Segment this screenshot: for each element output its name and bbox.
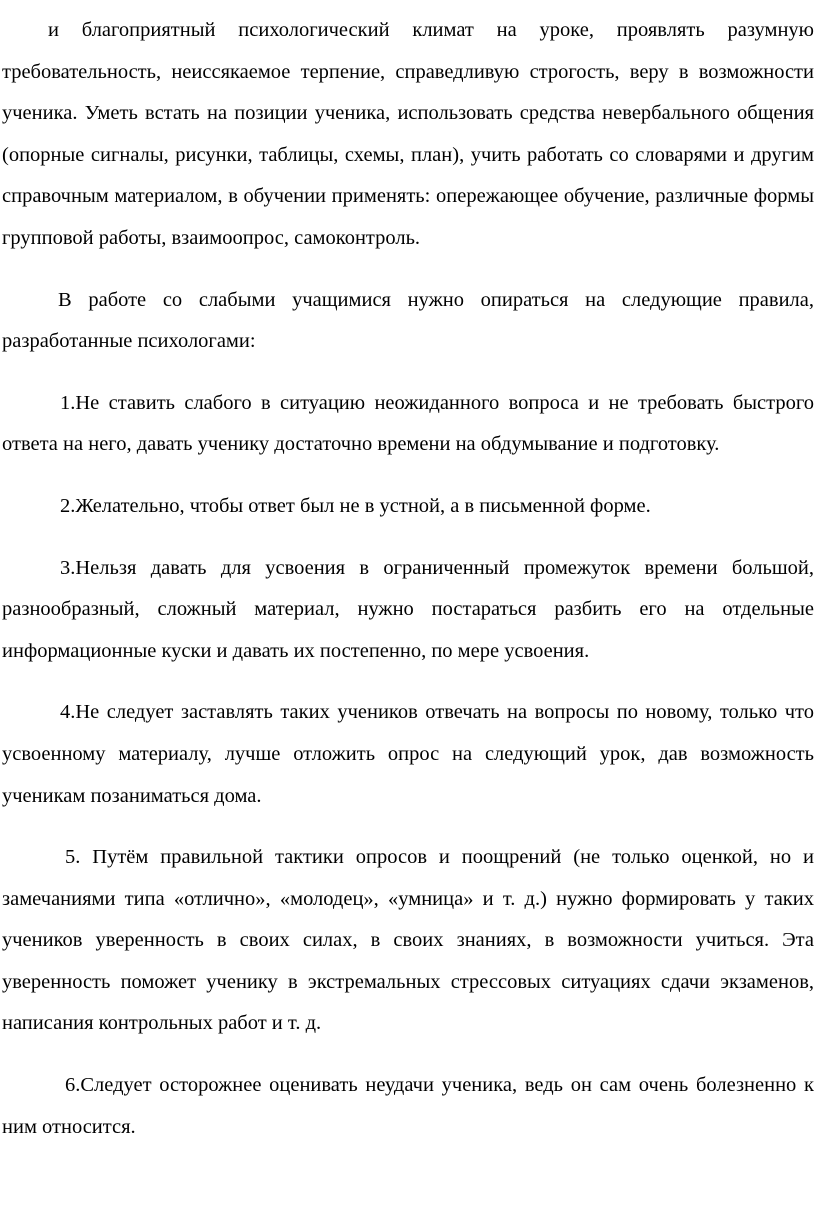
paragraph-spacer [2,1045,814,1065]
paragraph-spacer [2,363,814,383]
paragraph-intro: и благоприятный психологический климат на уроке, проявлять разумную требовательность, неиссякаемое терпение, справедливую строгость, веру в возможности ученика. Уметь встать на позиции ученика, использовать средства невербального общения (опорные сигналы, рисунки, таблицы, схемы, план), учить работать со словарями и другим справочным материалом, в обучении применять: опережающее обучение, различные формы групповой работы, взаимоопрос, самоконтроль. [2,19,814,249]
paragraph-spacer [2,672,814,692]
paragraph-spacer [2,528,814,548]
paragraph-rule-4: 4.Не следует заставлять таких учеников отвечать на вопросы по новому, только что усвоенному материалу, лучше отложить опрос на следующий урок, дав возможность ученикам позаниматься дома. [2,701,814,807]
paragraph-rule-6: 6.Следует осторожнее оценивать неудачи ученика, ведь он сам очень болезненно к ним относится. [2,1074,814,1138]
paragraph-rule-2: 2.Желательно, чтобы ответ был не в устной, а в письменной форме. [60,494,651,517]
paragraph-spacer [2,817,814,837]
paragraph-spacer [2,466,814,486]
paragraph-rule-5: 5. Путём правильной тактики опросов и поощрений (не только оценкой, но и замечаниями типа «отлично», «молодец», «умница» и т. д.) нужно формировать у таких учеников уверенность в своих силах, в своих знаниях, в возможности учиться. Эта уверенность поможет ученику в экстремальных стрессовых ситуациях сдачи экзаменов, написания контрольных работ и т. д. [2,846,814,1035]
paragraph-spacer [2,260,814,280]
paragraph-rules-intro: В работе со слабыми учащимися нужно опираться на следующие правила, разработанные психологами: [2,288,814,353]
paragraph-rule-1: 1.Не ставить слабого в ситуацию неожиданного вопроса и не требовать быстрого ответа на него, давать ученику достаточно времени на обдумывание и подготовку. [2,391,814,456]
paragraph-rule-3: 3.Нельзя давать для усвоения в ограниченный промежуток времени большой, разнообразный, сложный материал, нужно постараться разбить его на отдельные информационные куски и давать их постепенно, по мере усвоения. [2,556,814,662]
